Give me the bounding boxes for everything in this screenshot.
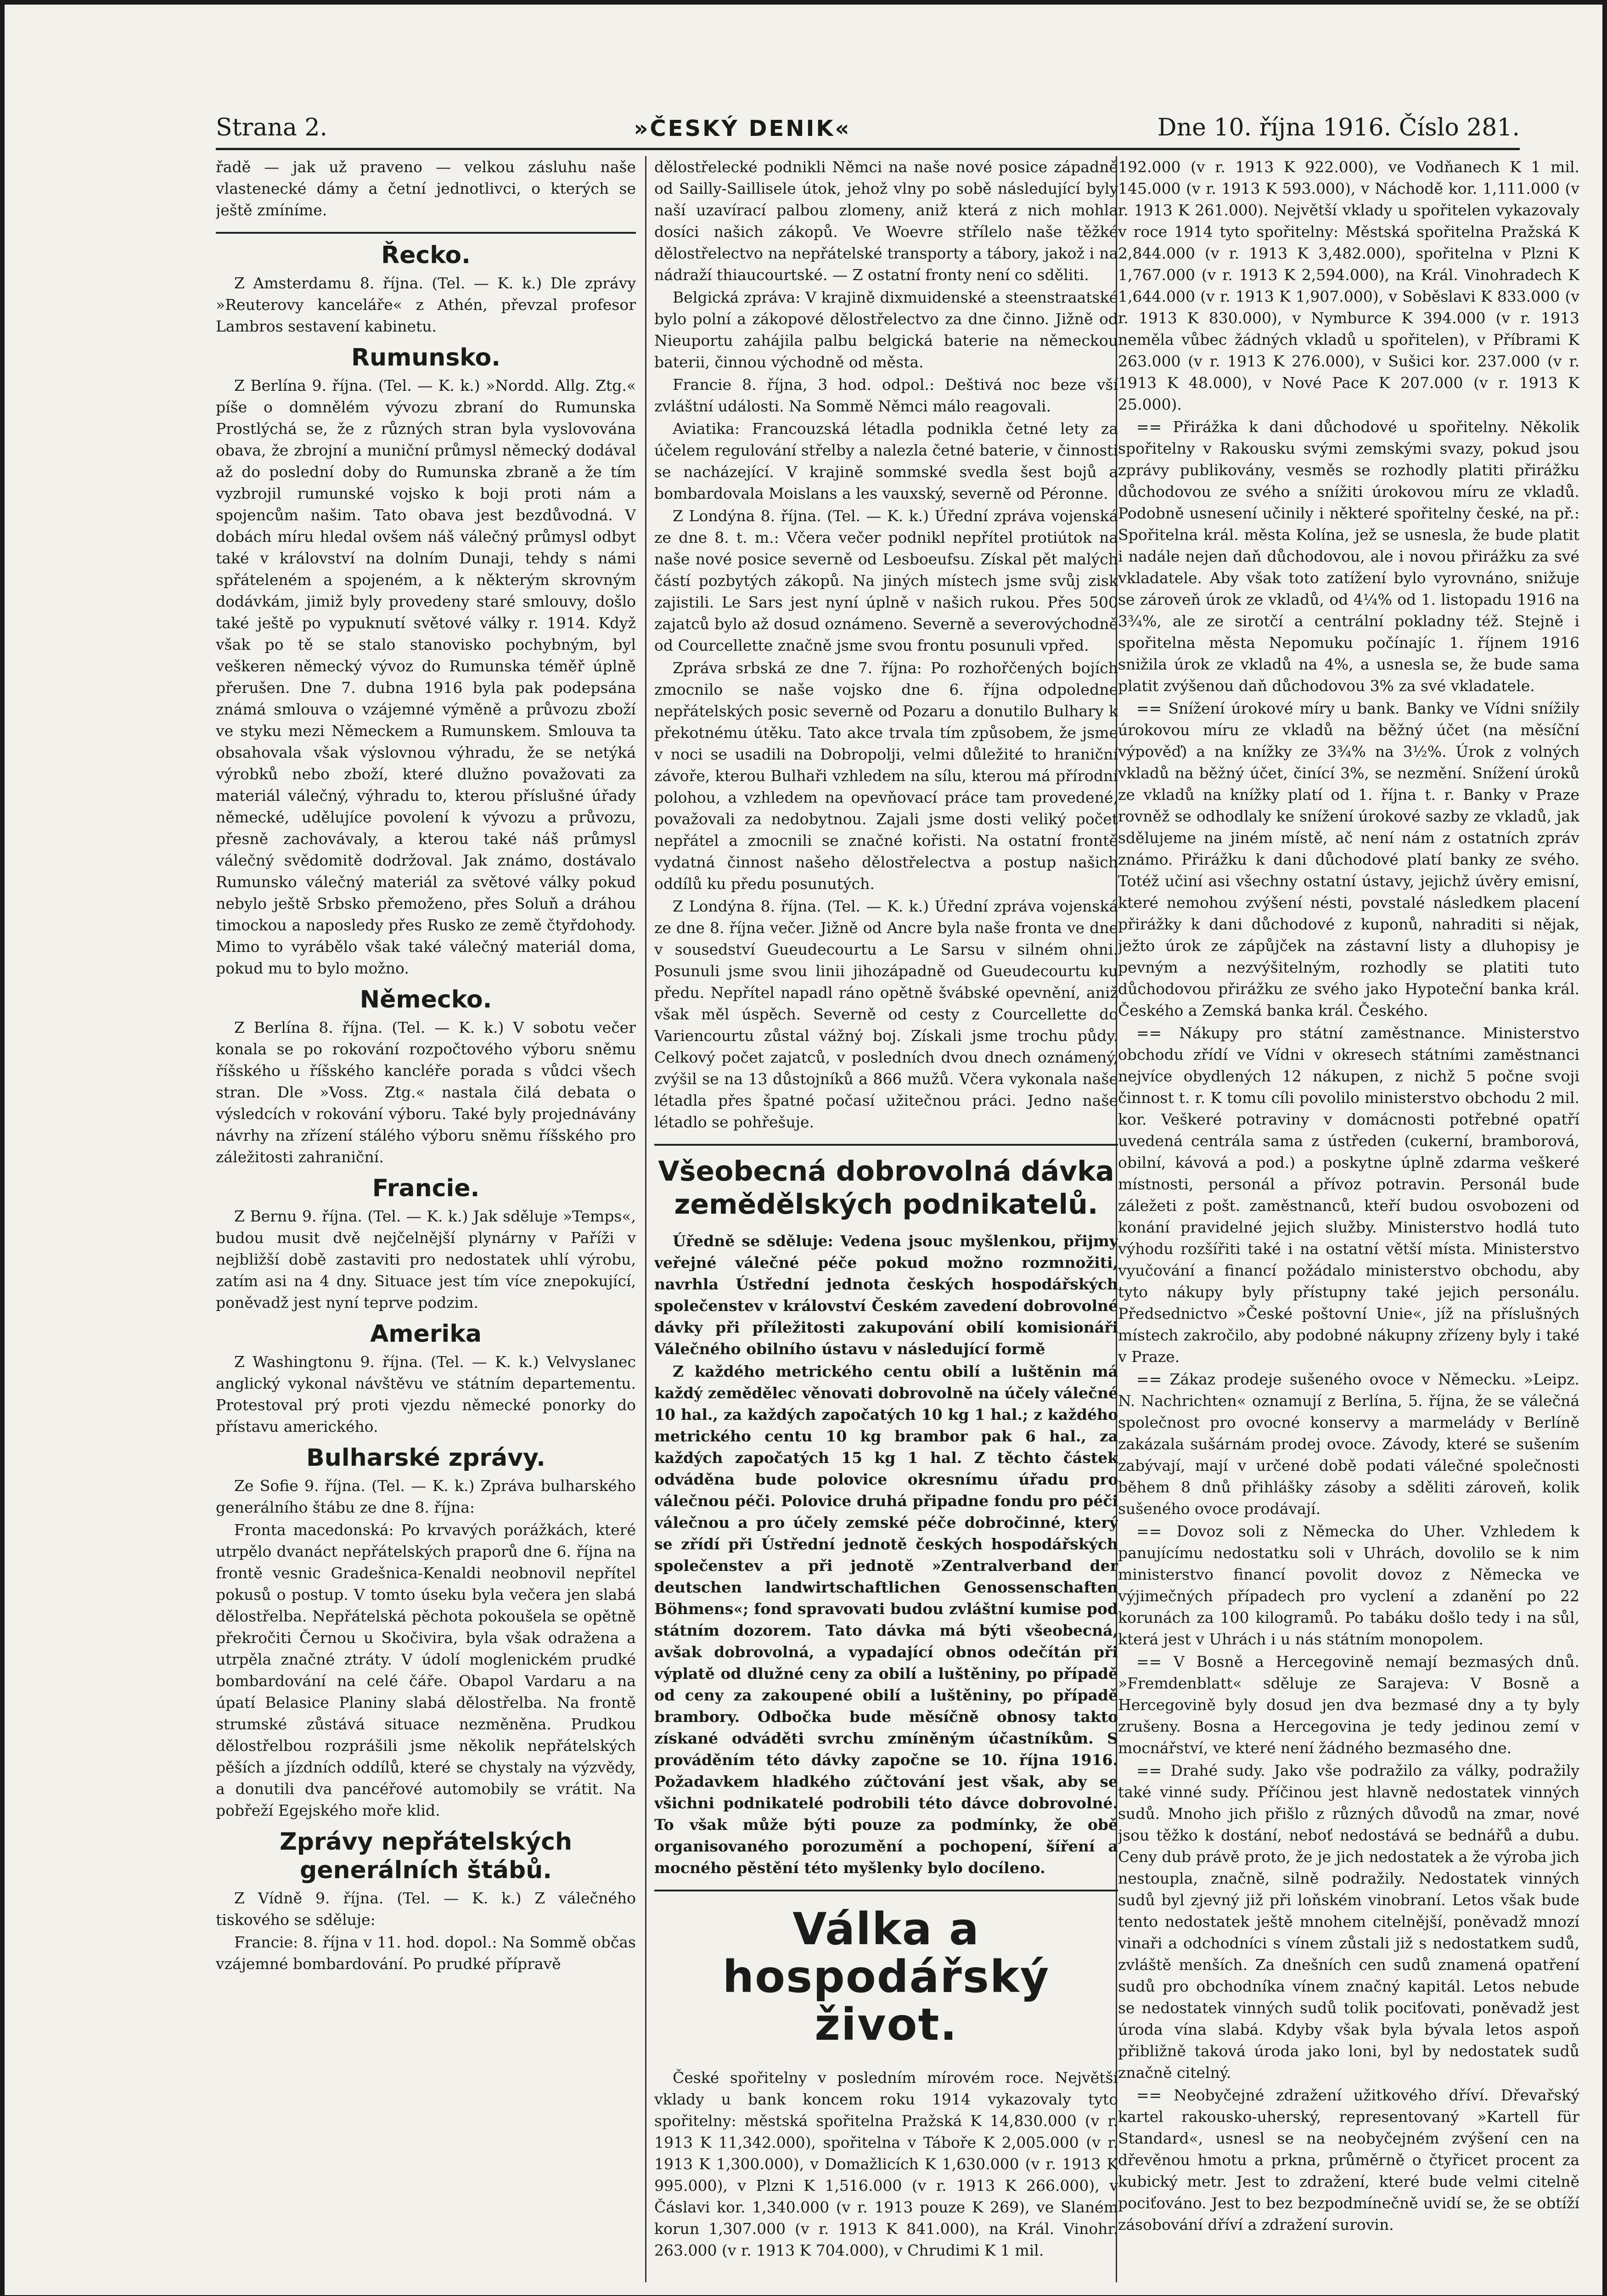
paragraph: dělostřelecké podnikli Němci na naše nové posice západně od Sailly-Saillisele útok, jehož vlny po sobě následující byly naší uzavírací palbou zlomeny, aniž která z nich mohla dosíci našich zákopů. Ve Woevre střílelo naše těžké dělostřelectvo na nepřátelské transporty a tábory, jakož i na nádraží thiaucourtské. — Z ostatní fronty není co sděliti. — [654, 158, 1118, 284]
paragraph: == Drahé sudy. Jako vše podražilo za války, podražily také vinné sudy. Příčinou jest hlavně nedostatek vinných sudů. Mnoho jich přišlo z různých důvodů na zmar, nové jsou těžko k dostání, neboť nedostává se bednářů a dubu. Ceny dub právě proto, že je jich nedostatek a že výroba jich nestoupla, značně, silně podražily. Nedostatek vinných sudů byl zjevný již při loňském vinobraní. Letos však bude tento nedostatek ještě mnohem citelnější, poněvadž mnozí vinaři a odchodníci s vínem zůstali již s nedostatkem sudů, zvláště menších. Za dnešních cen sudů znamená opatření sudů pro obchodníka vínem značný kapitál. Letos nebude se nedostatek vinných sudů tolik pociťovati, poněvadž jest úroda vína slabá. Kdyby však byla bývala letos aspoň přibližně taková úroda jako loni, byl by nedostatek sudů značně citelný. — [1118, 1761, 1579, 2082]
paragraph: Z Amsterdamu 8. října. (Tel. — K. k.) Dle zprávy »Reuterovy kanceláře« z Athén, převzal profesor Lambros sestavení kabinetu. — [216, 274, 636, 335]
paragraph: Z Londýna 8. října. (Tel. — K. k.) Úřední zpráva vojenská ze dne 8. října večer. Jižně od Ancre byla naše fronta ve dne v sousedství Gueudecourtu a Le Sarsu v silném ohni. Posunuli jsme svou linii jihozápadně od Gueudecourtu ku předu. Nepřítel napadl ráno opětně švábské opevnění, aniž však měl úspěch. Severně od cesty z Courcellette do Variencourtu zůstal vážný boj. Získali jsme trochu půdy. Celkový počet zajatců, v posledních dvou dnech oznámený, zvýšil se na 13 důstojníků a 866 mužů. Včera vykonala naše létadla přes špatné počasí užitečnou práci. Jedno naše létadlo se pohřešuje. — [654, 897, 1118, 1131]
paragraph: Francie: 8. října v 11. hod. dopol.: Na Sommě občas vzájemné bombardování. Po prudké přípravě — [216, 1933, 636, 1973]
paragraph: České spořitelny v posledním mírovém roce. Největší vklady u bank koncem roku 1914 vykazovaly tyto spořitelny: městská spořitelna Pražská K 14,830.000 (v r. 1913 K 11,342.000), spořitelna v Táboře K 2,005.000 (v r. 1913 K 1,300.000), v Domažlicích K 1,630.000 (v r. 1913 K 995.000), v Plzni K 1,516.000 (v r. 1913 K 266.000), v Čáslavi kor. 1,340.000 (v r. 1913 pouze K 269), ve Slaném korun 1,307.000 (v r. 1913 K 841.000), na Král. Vinohr. 263.000 (v r. 1913 K 704.000), v Chrudimi K 1 mil. — [654, 2069, 1118, 2259]
section-rule — [654, 1144, 1118, 1146]
paragraph: == Nákupy pro státní zaměstnance. Ministerstvo obchodu zřídí ve Vídni v okresech státními zaměstnanci nejvíce obydlených 12 nákupen, z nichž 5 počne svoji činnost t. r. K tomu cíli povolilo ministerstvo obchodu 2 mil. kor. Veškeré potraviny v domácnosti potřebné opatří uvedená centrála sama z ústředen (cukerní, bramborová, obilní, kávová a pod.) a poskytne úplně zdarma veškeré místnosti, personál a přívoz potravin. Personál bude záležeti z pošt. zaměstnanců, kteří budou osvobozeni od konání pravidelné jejich služby. Ministerstvo hodlá tuto výhodu rozšířiti také i na ostatní větší místa. Ministerstvo vyučování a financí požádalo ministerstvo obchodu, aby tyto nákupy byly přístupny také jejich personálu. Předsednictvo »České poštovní Unie«, jíž na příslušných místech zakročilo, aby podobné nákupny zřízeny byly i také v Praze. — [1118, 1024, 1579, 1366]
section-heading: Zprávy nepřátelských generálních štábů. — [279, 1828, 573, 1884]
section-heading: Bulharské zprávy. — [306, 1444, 545, 1472]
paragraph: == Dovoz soli z Německa do Uher. Vzhledem k panujícímu nedostatku soli v Uhrách, dovolilo se k nim ministerstvo financí povolit dovoz z Německa ve výjimečných případech pro vyclení a zdanění po 22 korunách za 100 kilogramů. Po tabáku došlo tedy i na sůl, která jest v Uhrách i u nás státním monopolem. — [1118, 1522, 1579, 1648]
column-divider — [645, 156, 646, 2282]
section-heading: Válka a hospodářský život. — [722, 1903, 1050, 2050]
paragraph: Belgická zpráva: V krajině dixmuidenské a steenstraatské bylo polní a zákopové dělostřelectvo za dne činno. Jižně od Nieuportu zahájila palbu belgická baterie na německou baterii, činnou východně od města. — [654, 288, 1118, 371]
section-heading: Francie. — [372, 1175, 480, 1202]
column-3 — [1118, 156, 1579, 2236]
page-number: Strana 2. — [216, 114, 328, 141]
paragraph: Aviatika: Francouzská létadla podnikla četné lety za účelem regulování střelby a nalezla četné baterie, v činnosti se nacházející. V krajině sommské svedla šest bojů a bombardovala Moislans a les vauxský, severně od Péronne. — [654, 420, 1118, 502]
column-2 — [654, 156, 1118, 2262]
paragraph: == V Bosně a Hercegovině nemají bezmasých dnů. »Fremdenblatt« sděluje ze Sarajeva: V Bosně a Hercegovině byly dosud jen dva bezmasé dny a ty byly zrušeny. Bosna a Hercegovina je tedy jedinou zemí v mocnářství, ve které není žádného bezmasého dne. — [1118, 1653, 1579, 1757]
paragraph: 192.000 (v r. 1913 K 922.000), ve Vodňanech K 1 mil. 145.000 (v r. 1913 K 593.000), v Náchodě kor. 1,111.000 (v r. 1913 K 261.000). Největší vklady u spořitelen vykazovaly v roce 1914 tyto spořitelny: Městská spořitelna Pražská K 2,844.000 (v r. 1913 K 3,482.000), spořitelna v Plzni K 1,767.000 (v r. 1913 K 2,594.000), na Král. Vinohradech K 1,644.000 (v r. 1913 K 1,907.000), v Soběslavi K 833.000 (v r. 1913 K 830.000), v Nymburce K 394.000 (v r. 1913 neměla vůbec žádných vkladů u spořitelen), v Příbrami K 263.000 (v r. 1913 K 276.000), v Sušici kor. 237.000 (v r. 1913 K 48.000), v Nové Pace K 207.000 (v r. 1913 K 25.000). — [1118, 158, 1579, 413]
section-rule — [216, 232, 636, 234]
paragraph: Z Londýna 8. října. (Tel. — K. k.) Úřední zpráva vojenská ze dne 8. t. m.: Včera večer podnikl nepřítel protiútok na naše nové posice severně od Lesboeufsu. Získal pět malých částí pozbytých zákopů. Na jiných místech jsme svůj zisk zajistili. Le Sars jest nyní úplně v našich rukou. Přes 500 zajatců bylo až dosud oznámeno. Severně a severovýchodně od Courcellette značně jsme svou frontu posunuli vpřed. — [654, 507, 1118, 654]
section-heading: Německo. — [360, 986, 492, 1013]
paragraph: Z každého metrického centu obilí a luštěnin má každý zemědělec věnovati dobrovolně na účely válečné 10 hal., za každých započatých 10 kg 1 hal.; z každého metrického centu 10 kg brambor pak 6 hal., za každých započatých 15 kg 1 hal. Z těchto částek odváděna bude polovice okresnímu úřadu pro válečnou péči. Polovice druhá připadne fondu pro péči válečnou a pro účely zemské péče dobročinné, který se zřídí při Ústřední jednotě českých hospodářských společenstev a při jednotě »Zentralverband der deutschen landwirtschaftlichen Genossenschaften Böhmens«; fond spravovati budou zvláštní kumise pod státním dozorem. Tato dávka má býti všeobecná, avšak dobrovolná, a vypadající obnos odečítán při výplatě od dlužné ceny za obilí a luštěniny, po případě od ceny za zakoupené obilí a luštěniny, po případě brambory. Odbočka bude měsíčně obnosy takto získané odváděti svrchu zmíněným účastníkům. S prováděním této dávky započne se 10. října 1916. Požadavkem hladkého zúčtování jest však, aby se všichni podnikatelé podrobili této dávce dobrovolné. To však může býti pouze za podmínky, že obě organisovaného porozumění a pochopení, šíření a mocného pěstění této myšlenky bylo docíleno. — [654, 1362, 1118, 1877]
paragraph: Francie 8. října, 3 hod. odpol.: Deštivá noc beze vší zvláštní události. Na Sommě Němci málo reagovali. — [654, 376, 1118, 415]
paragraph: Z Vídně 9. října. (Tel. — K. k.) Z válečného tiskového se sděluje: — [216, 1889, 636, 1929]
paragraph: Fronta macedonská: Po krvavých porážkách, které utrpělo dvanáct nepřátelských praporů dne 6. října na frontě vesnic Gradešnica-Kenaldi neobnovil nepřítel pokusů o postup. V tomto úseku byla večera jen slabá dělostřelba. Nepřátelská pěchota pokoušela se opětně překročiti Černou u Skočivira, byla však odražena a utrpěla značné ztráty. V údolí moglenickém prudké bombardování na celé čáře. Obapol Vardaru a na úpatí Belasice Planiny slabá dělostřelba. Na frontě strumské zůstává situace nezměněna. Prudkou dělostřelbou rozprášili jsme několik nepřátelských pěších a jízdních oddílů, které se chystaly na výzvědy, a donutili dva pancéřové automobily se vrátit. Na pobřeží Egejského moře klid. — [216, 1521, 636, 1819]
paragraph: Z Berlína 9. října. (Tel. — K. k.) »Nordd. Allg. Ztg.« píše o domnělém vývozu zbraní do Rumunska Prostlýchá se, že z různých stran byla vyslovována obava, že zbrojní a muniční průmysl německý dodával až do poslední doby do Rumunska zbraně a že tím vyzbrojil rumunské vojsko k boji proti nám a spojencům našim. Tato obava jest bezdůvodná. V dobách míru hledal ovšem náš válečný průmysl odbyt také v království na dolním Dunaji, tehdy s námi spřáteleném a spojeném, a k některým skrovným dodávkám, jimiž byly provedeny staré smlouvy, došlo také ještě po vypuknutí světové války r. 1914. Když však po tě se stalo stanovisko pochybným, byl veškeren německý vývoz do Rumunska téměř úplně přerušen. Dne 7. dubna 1916 byla pak podepsána známá smlouva o vzájemné výměně a průvozu zboží ve styku mezi Německem a Rumunskem. Smlouva ta obsahovala však výslovnou výhradu, že se netýká výrobků nebo zboží, které dlužno považovati za materiál válečný, výhradu to, kterou příslušné úřady německé, udělujíce povolení k vývozu a průvozu, přesně zachovávaly, a kterou také náš průmysl válečný svědomitě dodržoval. Jak známo, dostávalo Rumunsko válečný materiál za světové války pokud nebylo ještě Srbsko přemoženo, přes Soluň a dráhou timockou a naposledy přes Rusko ze země čtyřdohody. Mimo to vyrábělo však také válečný materiál doma, pokud mu to bylo možno. — [216, 377, 636, 977]
paragraph: Z Washingtonu 9. října. (Tel. — K. k.) Velvyslanec anglický vykonal návštěvu ve státním departementu. Protestoval prý proti vjezdu německé ponorky do přístavu amerického. — [216, 1353, 636, 1435]
paragraph: Z Berlína 8. října. (Tel. — K. k.) V sobotu večer konala se po rokování rozpočtového výboru sněmu říšského u říšského kancléře porada s vůdci všech stran. Dle »Voss. Ztg.« nastala čilá debata o výsledcích v rokování výboru. Také byly projednávány návrhy na zřízení stálého výboru sněmu říšského pro záležitosti zahraniční. — [216, 1019, 636, 1166]
paragraph: Úředně se sděluje: Vedena jsouc myšlenkou, přijmy veřejné válečné péče pokud možno rozmnožiti, navrhla Ústřední jednota českých hospodářských společenstev v království Českém zavedení dobrovolné dávky při příležitosti zakupování obilí komisionáři Válečného obilního ústavu v následující formě — [654, 1232, 1118, 1358]
section-heading: Amerika — [370, 1320, 482, 1348]
header-rule — [216, 148, 1520, 150]
page-header — [216, 114, 1520, 141]
paragraph: Z Bernu 9. října. (Tel. — K. k.) Jak sděluje »Temps«, budou musit dvě nejčelnější plynárny v Paříži v nejbližší době zastaviti pro nedostatek uhlí výrobu, zatím asi na 4 dny. Situace jest tím více znepokující, poněvadž jest nyní teprve podzim. — [216, 1207, 636, 1311]
issue-date-number: Dne 10. října 1916. Číslo 281. — [1157, 114, 1520, 141]
newspaper-title: »ČESKÝ DENIK« — [634, 116, 851, 141]
paragraph: Zpráva srbská ze dne 7. října: Po rozhořčených bojích zmocnilo se naše vojsko dne 6. října odpoledne nepřátelských posic severně od Pozaru a donutilo Bulhary k překotnému útěku. Tato akce trvala tím způsobem, že jsme v noci se usadili na Dobropolji, velmi důležité to hraniční závoře, kterou Bulhaři vzhledem na sílu, kterou má přírodní polohou, a vzhledem na opevňovací práce tam provedené, považovali za nedobytnou. Zajali jsme dosti veliký počet nepřátel a zmocnili se značné kořisti. Na ostatní frontě vydatná činnost našeho dělostřelectva a postup našich oddílů ku předu posunutých. — [654, 659, 1118, 893]
column-1 — [216, 156, 636, 1975]
paragraph: == Snížení úrokové míry u bank. Banky ve Vídni snížily úrokovou míru ze vkladů na běžný účet (na měsíční výpověď) a na knížky ze 3¾% na 3½%. Úrok z volných vkladů na běžný účet, činící 3%, se nezmění. Snížení úroků ze vkladů na knížky platí od 1. října t. r. Banky v Praze rovněž se odhodlaly ke snížení úrokové sazby ze vkladů, jak sdělujeme na jiném místě, ač není nám z ostatních zpráv známo. Přirážku k dani důchodové platí banky ze svého. Totéž učiní asi všechny ostatní ústavy, jejichž úvěry emisní, které nemohou zvýšení nésti, povstalé následkem placení přirážky k dani důchodové z kuponů, nahraditi si nějak, ježto úrok ze zápůjček na zástavní listy a dluhopisy je pevným a nezvýšitelným, rozhodly se platiti tuto důchodovou přirážku ze svého jako Hypoteční banka král. Českého a Zemská banka král. Českého. — [1118, 699, 1579, 1019]
section-heading: Rumunsko. — [351, 344, 500, 371]
section-heading: Všeobecná dobrovolná dávka zemědělských podnikatelů. — [658, 1155, 1114, 1221]
paragraph: == Přirážka k dani důchodové u spořitelny. Několik spořitelny v Rakousku svými zemskými svazy, pokud jsou zprávy publikovány, vesměs se rozhodly platiti přirážku důchodovou ze svého a snížiti úrokovou míru ze vkladů. Podobně usnesení učinily i některé spořitelny české, na př.: Spořitelna král. města Kolína, jež se usnesla, že bude platit i nadále nejen daň důchodovou, ale i novou přirážku za své vkladatele. Aby však toto zatížení bylo vyrovnáno, snižuje se zároveň úrok ze vkladů, od 4¼% od 1. listopadu 1916 na 3¾%, ale ze sirotčí a centrální pokladny též. Stejně i spořitelna města Nepomuku počínajíc 1. říjnem 1916 snižila úrok ze vkladů na 4%, a usnesla se, že bude sama platit zvýšenou daň důchodovou 3% za své vkladatele. — [1118, 418, 1579, 695]
section-heading: Řecko. — [381, 242, 471, 269]
paragraph: == Neobyčejné zdražení užitkového dříví. Dřevařský kartel rakousko-uherský, representovaný »Kartell für Standard«, usnesl se na neobyčejném zvýšení cen na dřevěnou hmotu a prkna, průměrně o čtyřicet procent za kubický metr. Jest to zdražení, které bude velmi citelně pociťováno. Jest to bez bezpodmínečně uvidí se, že se obtíží zásobování dříví a zdražení surovin. — [1118, 2086, 1579, 2234]
article-continuation: řadě — jak už praveno — velkou zásluhu naše vlastenecké dámy a četní jednotlivci, o kterých se ještě zmíníme. — [216, 158, 636, 219]
paragraph: Ze Sofie 9. října. (Tel. — K. k.) Zpráva bulharského generálního štábu ze dne 8. října: — [216, 1477, 636, 1516]
section-rule — [654, 1890, 1118, 1891]
paragraph: == Zákaz prodeje sušeného ovoce v Německu. »Leipz. N. Nachrichten« oznamují z Berlína, 5. října, že se válečná společnost pro ovocné konservy a marmelády v Berlíně zakázala sušárnám prodej ovoce. Závody, které se sušením zabývají, mají v určené době podati válečné společnosti během 8 dnů přihlášky zásoby a sděliti zároveň, kolik sušeného ovoce prodávají. — [1118, 1370, 1579, 1518]
